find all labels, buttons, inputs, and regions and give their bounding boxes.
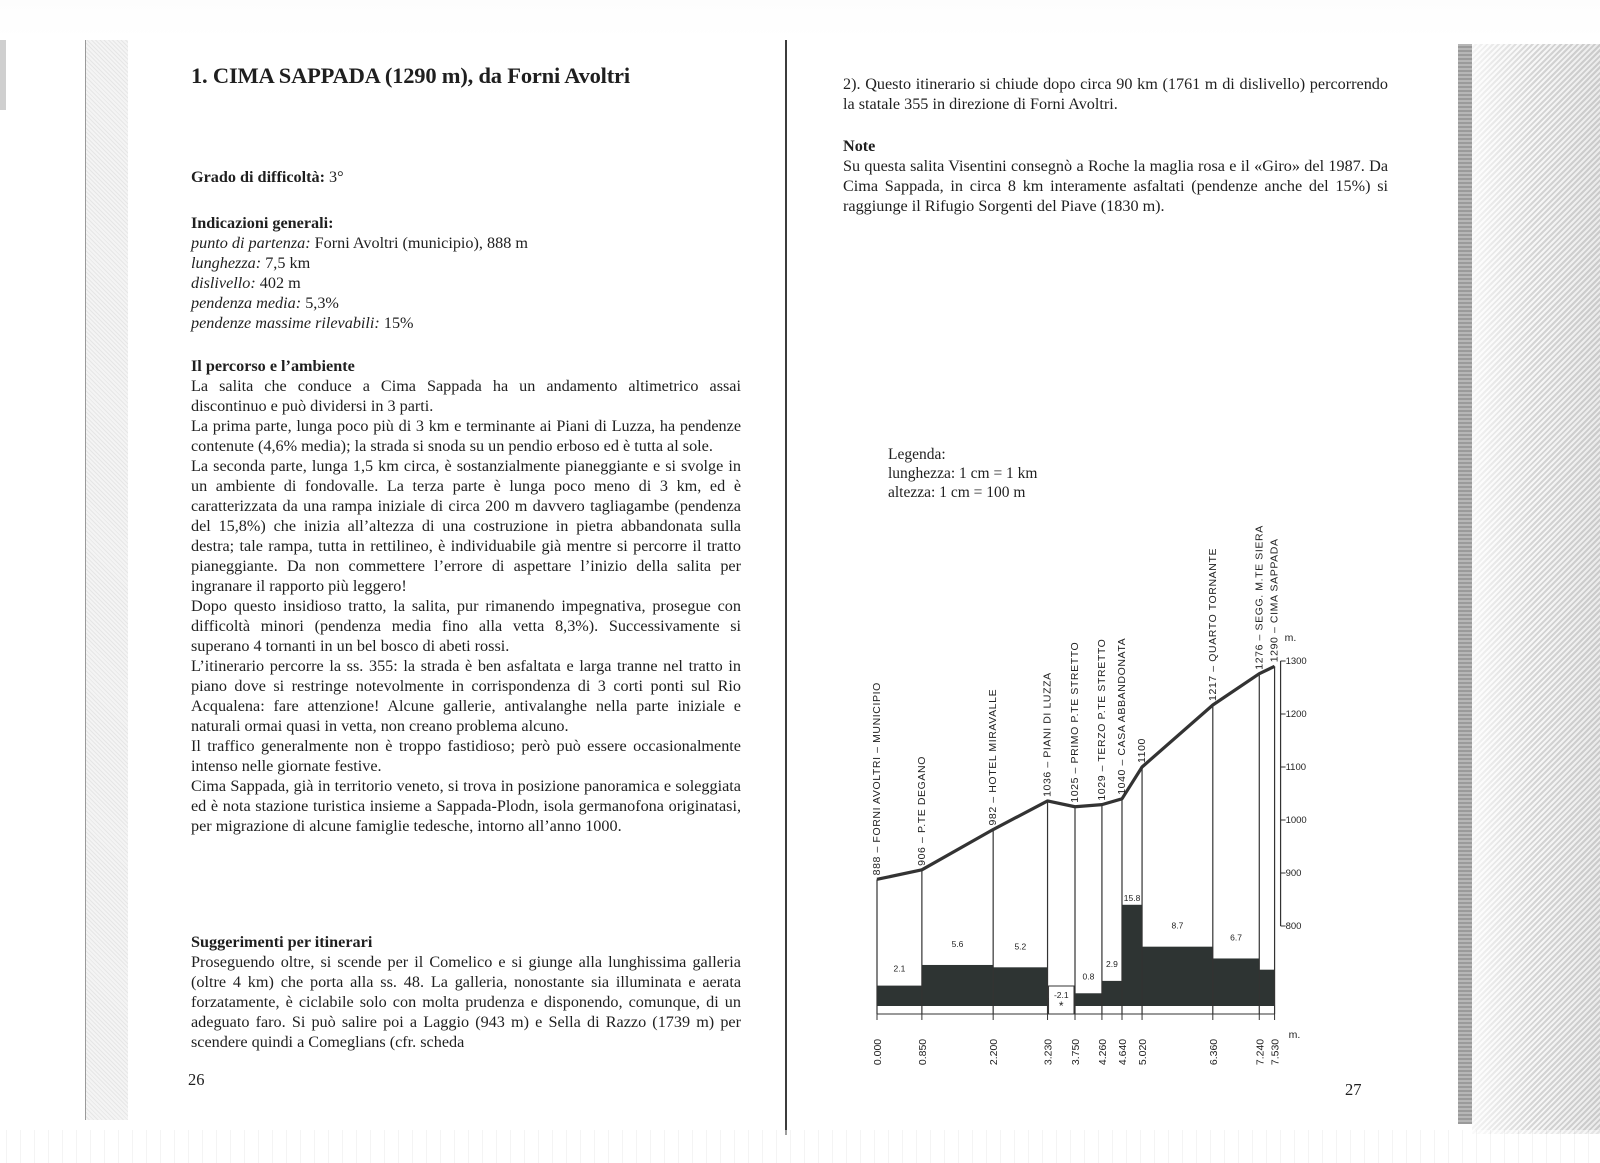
x-axis-tick-label: 0.850 (916, 1038, 929, 1066)
x-axis-tick-label: 7.530 (1269, 1038, 1282, 1066)
profile-point-label: 1276 – SEGG. M.TE SIERA (1253, 525, 1266, 670)
x-axis-tick-label: 0.000 (872, 1038, 884, 1066)
gradient-label: 5.2 (1014, 941, 1027, 952)
y-axis-tick-label: 1000 (1285, 815, 1307, 826)
route-paragraph: Il traffico generalmente non è troppo fastidioso; però può essere occasionalmente intenso nelle giornate festive. (191, 737, 741, 775)
route-paragraph: La seconda parte, lunga 1,5 km circa, è sostanzialmente pianeggiante e si svolge in un ambiente di fondovalle. La terza parte è lunga poco meno di 3 km, ed è caratterizzata da una rampa iniziale di circa 200 m davvero tagliagambe (pendenza del 15,8%) che inizia all’altezza di una costruzione in pietra abbandonata sulla destra; tale rampa, tutta in rettilineo, è individuabile già mentre si percorre il tratto pianeggiante. Da non commettere l’errore di aspettare l’inizio della salita per ingranare il rapporto più leggero! (191, 457, 741, 595)
y-axis-tick-label: 800 (1285, 921, 1302, 932)
route-paragraph: Dopo questo insidioso tratto, la salita, pur rimanendo impegnativa, prosegue con difficoltà minori (pendenza media fino alla vetta 8,3%). Successivamente si superano 4 tornanti in un bel bosco di abeti rossi. (191, 597, 741, 655)
gradient-bar (1102, 981, 1122, 1006)
page-title: 1. CIMA SAPPADA (1290 m), da Forni Avoltri (191, 63, 630, 88)
route-paragraph: L’itinerario percorre la ss. 355: la strada è ben asfaltata e larga tranne nel tratto in piano dove si restringe notevolmente in corrispondenza di 3 corti ponti sul Rio Acqualena: fare attenzione! Alcune gallerie, antivalanghe nella parte iniziale e naturali ormai quasi in vetta, non creano problema alcuno. (191, 657, 741, 735)
legend-title: Legenda: (888, 446, 946, 463)
y-axis-tick-label: 1100 (1285, 762, 1307, 773)
legend-height-scale: altezza: 1 cm = 100 m (888, 484, 1026, 501)
gradient-bar (1213, 958, 1259, 1006)
gradient-bar (1142, 947, 1213, 1006)
y-axis-tick-label: 1200 (1285, 709, 1307, 720)
gradient-label: 5.6 (951, 938, 964, 949)
gradient-bar (1075, 993, 1102, 1006)
x-axis-tick-label: 3.750 (1070, 1038, 1082, 1066)
route-paragraph: La prima parte, lunga poco più di 3 km e terminante ai Piani di Luzza, ha pendenze contenute (4,6% media); la strada si snoda su un pendio erboso ed è tutta al sole. (191, 417, 741, 455)
note-heading: Note (843, 137, 876, 155)
route-paragraph: Cima Sappada, già in territorio veneto, si trova in posizione panoramica e soleggiata ed è nota stazione turistica insieme a Sappada-Plodn, isola germanofona originatasi, per migrazione di alcune famiglie tedesche, intorno all’anno 1000. (191, 777, 741, 835)
profile-point-label: 906 – P.TE DEGANO (915, 756, 928, 866)
x-axis-tick-label: 7.240 (1254, 1038, 1267, 1066)
x-axis-tick-label: 6.360 (1207, 1038, 1220, 1066)
x-axis-unit: m. (1288, 1029, 1301, 1041)
note-paragraph: Su questa salita Visentini consegnò a Roche la maglia rosa e il «Giro» del 1987. Da Cima Sappada, in circa 8 km interamente asfaltati (pendenze anche del 15%) si raggiunge il Rifugio Sorgenti del Piave (1830 m). (843, 157, 1388, 215)
legend-length-scale: lunghezza: 1 cm = 1 km (888, 465, 1038, 482)
gradient-bar (993, 967, 1047, 1006)
profile-point-label: 1100 (1136, 738, 1149, 763)
gradient-label: 2.9 (1106, 958, 1118, 969)
profile-point-label: 888 – FORNI AVOLTRI – MUNICIPIO (871, 682, 883, 876)
general-info-item: dislivello: 402 m (191, 274, 301, 292)
gradient-bar (877, 986, 922, 1006)
page-number-left: 26 (188, 1070, 205, 1089)
gradient-label: 0.8 (1082, 971, 1095, 982)
general-info-item: punto di partenza: Forni Avoltri (municipio), 888 m (191, 234, 528, 252)
difficulty-label: Grado di difficoltà: (191, 168, 325, 186)
y-axis-unit: m. (1284, 632, 1297, 644)
gradient-label: -2.1 (1053, 990, 1069, 1000)
profile-point-label: 1040 – CASA ABBANDONATA (1115, 637, 1128, 795)
route-heading: Il percorso e l’ambiente (191, 357, 355, 375)
profile-point-label: 1025 – PRIMO P.TE STRETTO (1069, 641, 1081, 803)
x-axis-tick-label: 3.230 (1042, 1038, 1055, 1066)
y-axis-tick-label: 1300 (1285, 656, 1307, 667)
profile-point-label: 1029 – TERZO P.TE STRETTO (1095, 638, 1108, 801)
continuation-paragraph: 2). Questo itinerario si chiude dopo circa 90 km (1761 m di dislivello) percorrendo la statale 355 in direzione di Forni Avoltri. (843, 75, 1388, 113)
asterisk-note: * (1058, 999, 1064, 1013)
general-info-heading: Indicazioni generali: (191, 214, 334, 232)
profile-point-label: 1217 – QUARTO TORNANTE (1206, 547, 1219, 701)
gradient-label: 15.8 (1123, 892, 1141, 903)
general-info-item: pendenza media: 5,3% (191, 294, 339, 312)
difficulty-value: 3° (329, 168, 344, 186)
profile-point-label: 982 – HOTEL MIRAVALLE (987, 688, 1000, 826)
gradient-label: 8.7 (1171, 920, 1184, 931)
general-info-item: pendenze massime rilevabili: 15% (191, 314, 414, 332)
general-info-item: lunghezza: 7,5 km (191, 254, 311, 272)
suggestions-paragraph: Proseguendo oltre, si scende per il Comelico e si giunge alla lunghissima galleria (oltre 4 km) che porta alla ss. 48. La galleria, nonostante sia illuminata e aerata forzatamente, è ciclabile solo con molta prudenza e disponendo, comunque, di un adeguato faro. Si può salire poi a Laggio (943 m) e Sella di Razzo (1739 m) per scendere quindi a Comeglians (cfr. scheda (191, 953, 741, 1051)
gradient-bar (1259, 970, 1274, 1006)
gradient-bar (1122, 905, 1142, 1006)
x-axis-tick-label: 4.260 (1096, 1038, 1109, 1066)
profile-point-label: 1290 – CIMA SAPPADA (1268, 538, 1281, 663)
x-axis-tick-label: 5.020 (1137, 1038, 1150, 1066)
profile-point-label: 1036 – PIANI DI LUZZA (1041, 672, 1054, 797)
page-number-right: 27 (1345, 1080, 1362, 1099)
gradient-label: 6.7 (1230, 932, 1242, 943)
x-axis-tick-label: 2.200 (988, 1038, 1001, 1066)
suggestions-heading: Suggerimenti per itinerari (191, 933, 373, 951)
route-paragraph: La salita che conduce a Cima Sappada ha un andamento altimetrico assai discontinuo e può dividersi in 3 parti. (191, 377, 741, 415)
y-axis-tick-label: 900 (1285, 868, 1302, 879)
x-axis-tick-label: 4.640 (1116, 1038, 1129, 1066)
gradient-bar (922, 965, 993, 1006)
gradient-label: 2.1 (893, 963, 906, 974)
